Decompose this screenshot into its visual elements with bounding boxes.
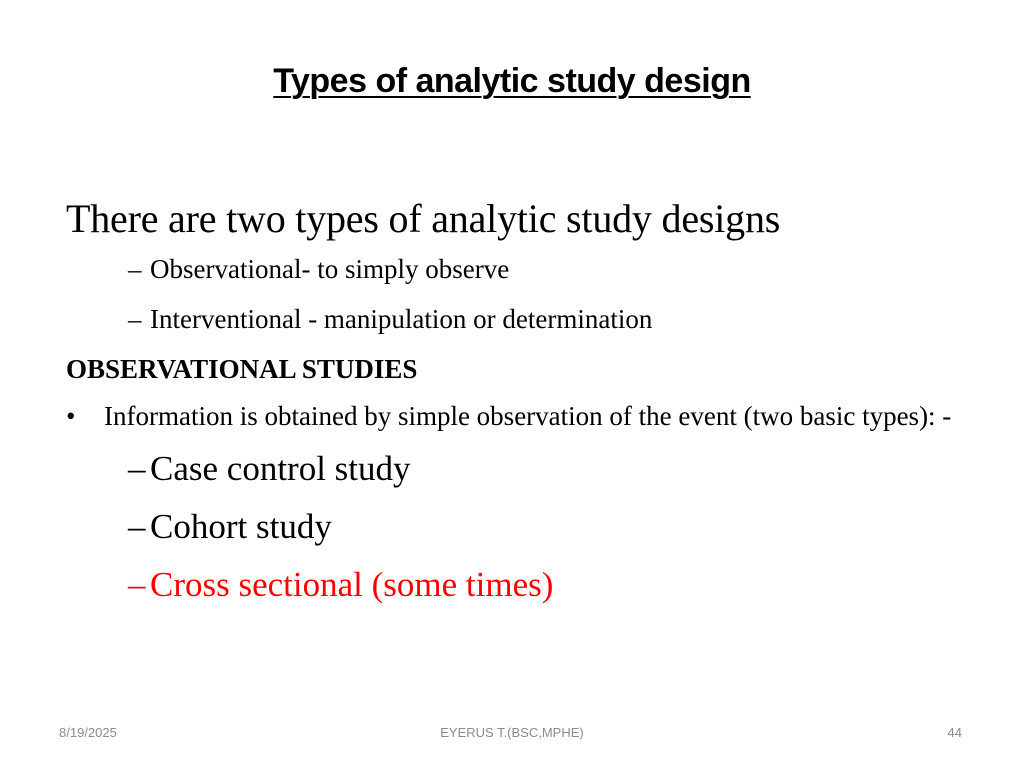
section-heading: OBSERVATIONAL STUDIES [66,354,418,384]
sub-item-interventional [128,294,966,344]
dash-marker: – [128,449,146,488]
slide-body [66,194,966,614]
bullet-item [66,396,966,436]
intro-text: There are two types of analytic study designs [66,196,781,241]
bullet-marker: • [66,401,76,431]
type-cohort [128,498,966,556]
type-label: Case control study [150,449,411,488]
type-label: Cross sectional (some times) [150,565,554,604]
sub-item-label: Interventional - manipulation or determination [150,304,653,334]
footer-date: 8/19/2025 [59,725,117,740]
footer-author: EYERUS T.(BSC,MPHE) [440,725,584,740]
slide-number: 44 [947,725,962,740]
bullet-text: Information is obtained by simple observation of the event (two basic types): - [104,401,952,431]
sub-item-label: Observational- to simply observe [150,254,510,284]
sub-item-observational [128,244,966,294]
dash-marker: – [128,304,142,334]
dash-marker: – [128,254,142,284]
dash-marker: – [128,507,146,546]
dash-marker: – [128,565,146,604]
slide-title: Types of analytic study design [273,62,751,100]
type-label: Cohort study [150,507,332,546]
type-case-control [128,440,966,498]
type-cross-sectional [128,556,966,614]
